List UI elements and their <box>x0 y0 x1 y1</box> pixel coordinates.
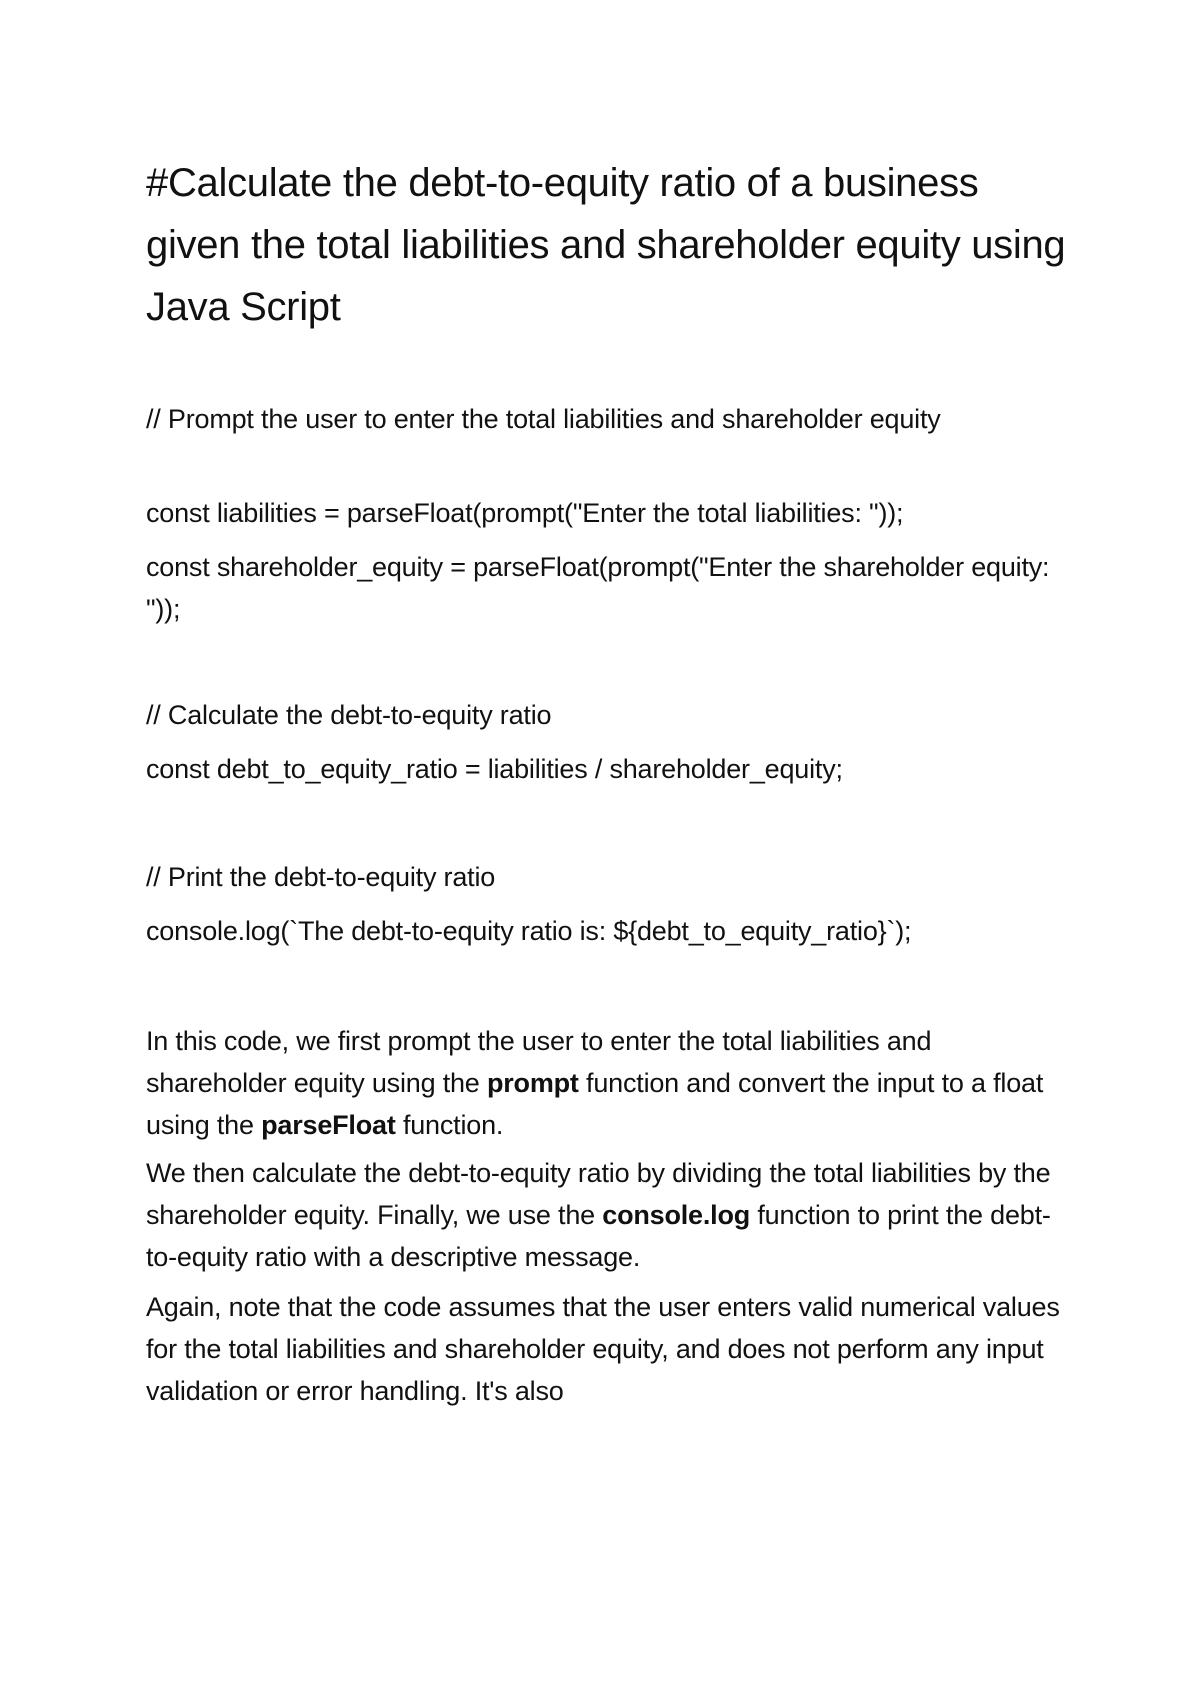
code-comment-print: // Print the debt-to-equity ratio <box>146 862 496 892</box>
paragraph-text: function. <box>395 1110 504 1140</box>
code-comment-prompt: // Prompt the user to enter the total liabilities and shareholder equity <box>146 404 941 434</box>
code-comment-calculate: // Calculate the debt-to-equity ratio <box>146 700 552 730</box>
explanation-paragraph-3: Again, note that the code assumes that the user enters valid numerical values for the total liabilities and shareholder equity, and does not perform any input validation or error handling. It's also <box>146 1292 1060 1406</box>
keyword-prompt: prompt <box>486 1068 579 1098</box>
explanation-paragraph-2 <box>146 1152 1076 1278</box>
keyword-parsefloat: parseFloat <box>261 1110 396 1140</box>
code-line-log: console.log(`The debt-to-equity ratio is: ${debt_to_equity_ratio}`); <box>146 916 912 946</box>
paragraph-text: In this code, we first prompt the user to enter the total liabilities and shareholder equity using the <box>146 1026 932 1098</box>
paragraph-text: We then calculate the debt-to-equity ratio by dividing the total liabilities by the shareholder equity. Finally, we use the <box>146 1158 1051 1230</box>
code-line-ratio: const debt_to_equity_ratio = liabilities / shareholder_equity; <box>146 754 843 784</box>
keyword-console-log: console.log <box>602 1200 751 1230</box>
code-line-liabilities: const liabilities = parseFloat(prompt("Enter the total liabilities: ")); <box>146 498 904 528</box>
explanation-paragraph-1 <box>146 1020 1076 1146</box>
paragraph-text: function to print the debt-to-equity ratio with a descriptive message. <box>146 1200 1051 1272</box>
code-line-equity: const shareholder_equity = parseFloat(prompt("Enter the shareholder equity: ")); <box>146 552 1050 624</box>
document-title: #Calculate the debt-to-equity ratio of a business given the total liabilities and shareholder equity using Java Script <box>146 161 1066 329</box>
paragraph-text: function and convert the input to a float using the <box>146 1068 1044 1140</box>
